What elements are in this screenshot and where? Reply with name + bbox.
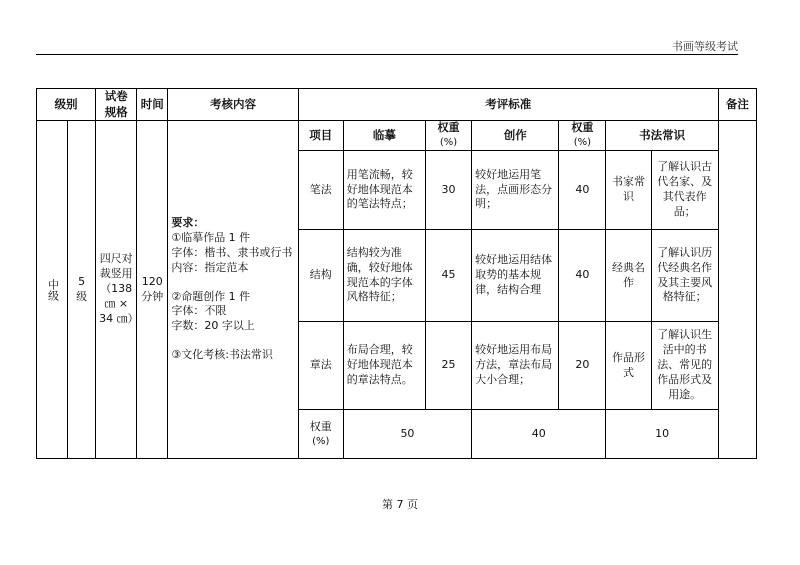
row-knowledge: 了解认识生活中的书法、常见的作品形式及用途。 (651, 322, 718, 410)
requirement-1-content: 内容：指定范本 (171, 260, 249, 274)
header-spec (96, 89, 137, 121)
row-create-weight: 40 (559, 230, 606, 322)
header-time: 时间 (137, 89, 168, 121)
requirements-title: 要求： (171, 216, 205, 230)
requirement-1-font: 字体：楷书、隶书或行书 (171, 245, 293, 259)
row-knowledge: 了解认识古代名家、及其代表作品； (651, 151, 718, 230)
row-copy: 布局合理，较好地体现范本的章法特点。 (343, 322, 425, 410)
sub-header-row (37, 121, 757, 151)
weights-label-cell (298, 410, 343, 459)
sub-header-copy: 临摹 (343, 121, 425, 151)
header-level: 级别 (37, 89, 96, 121)
row-topic: 作品形式 (606, 322, 651, 410)
level-name-cell: 中级 (37, 121, 68, 459)
document-header-title: 书画等级考试 (672, 40, 738, 53)
row-copy-weight: 45 (426, 230, 472, 322)
header-remarks: 备注 (718, 89, 756, 121)
create-weight-unit: (%) (573, 137, 592, 149)
header-content: 考核内容 (168, 89, 298, 121)
requirement-2: ②命题创作 1 件 (171, 289, 251, 303)
exam-criteria-table (36, 88, 757, 459)
weight-knowledge: 10 (606, 410, 718, 459)
requirement-1: ①临摹作品 1 件 (171, 231, 251, 244)
row-create: 较好地运用结体取势的基本规律，结构合理 (472, 230, 559, 322)
header-spec-line2: 规格 (104, 104, 128, 119)
row-create-weight: 20 (559, 322, 606, 410)
table-header-row (37, 89, 757, 121)
time-cell: 120 分钟 (137, 121, 168, 459)
page-number: 第 7 页 (382, 498, 418, 511)
copy-weight-label: 权重 (437, 121, 460, 135)
create-weight-label: 权重 (571, 121, 594, 135)
requirement-3: ③文化考核:书法常识 (171, 348, 273, 362)
copy-weight-unit: (%) (439, 137, 458, 149)
level-grade-cell: 5 级 (68, 121, 96, 459)
header-rule (36, 54, 738, 55)
row-knowledge: 了解认识历代经典名作及其主要风格特征； (651, 230, 718, 322)
row-copy: 用笔流畅，较好地体现范本的笔法特点； (343, 151, 425, 230)
row-create-weight: 40 (559, 151, 606, 230)
sub-header-create-weight (559, 121, 606, 151)
header-spec-line1: 试卷 (104, 89, 128, 103)
row-create: 较好地运用笔法，点画形态分明； (472, 151, 559, 230)
row-item: 笔法 (298, 151, 343, 230)
weights-unit: (%) (312, 435, 330, 447)
row-copy-weight: 30 (426, 151, 472, 230)
row-copy: 结构较为准确，较好地体现范本的字体风格特征； (343, 230, 425, 322)
row-topic: 经典名作 (606, 230, 651, 322)
sub-header-item: 项目 (298, 121, 343, 151)
row-topic: 书家常识 (606, 151, 651, 230)
sub-header-knowledge: 书法常识 (606, 121, 718, 151)
requirement-2-font: 字体：不限 (171, 304, 227, 318)
header-criteria: 考评标准 (298, 89, 718, 121)
weight-create: 40 (472, 410, 606, 459)
sub-header-copy-weight (426, 121, 472, 151)
row-item: 章法 (298, 322, 343, 410)
spec-cell: 四尺对裁竖用（138 ㎝ × 34 ㎝） (96, 121, 137, 459)
weight-copy: 50 (343, 410, 471, 459)
sub-header-create: 创作 (472, 121, 559, 151)
weights-label: 权重 (309, 419, 332, 433)
requirements-cell (168, 121, 298, 459)
requirement-2-count: 字数：20 字以上 (171, 319, 255, 333)
row-copy-weight: 25 (426, 322, 472, 410)
row-item: 结构 (298, 230, 343, 322)
row-create: 较好地运用布局方法，章法布局大小合理； (472, 322, 559, 410)
remarks-cell (718, 121, 756, 459)
